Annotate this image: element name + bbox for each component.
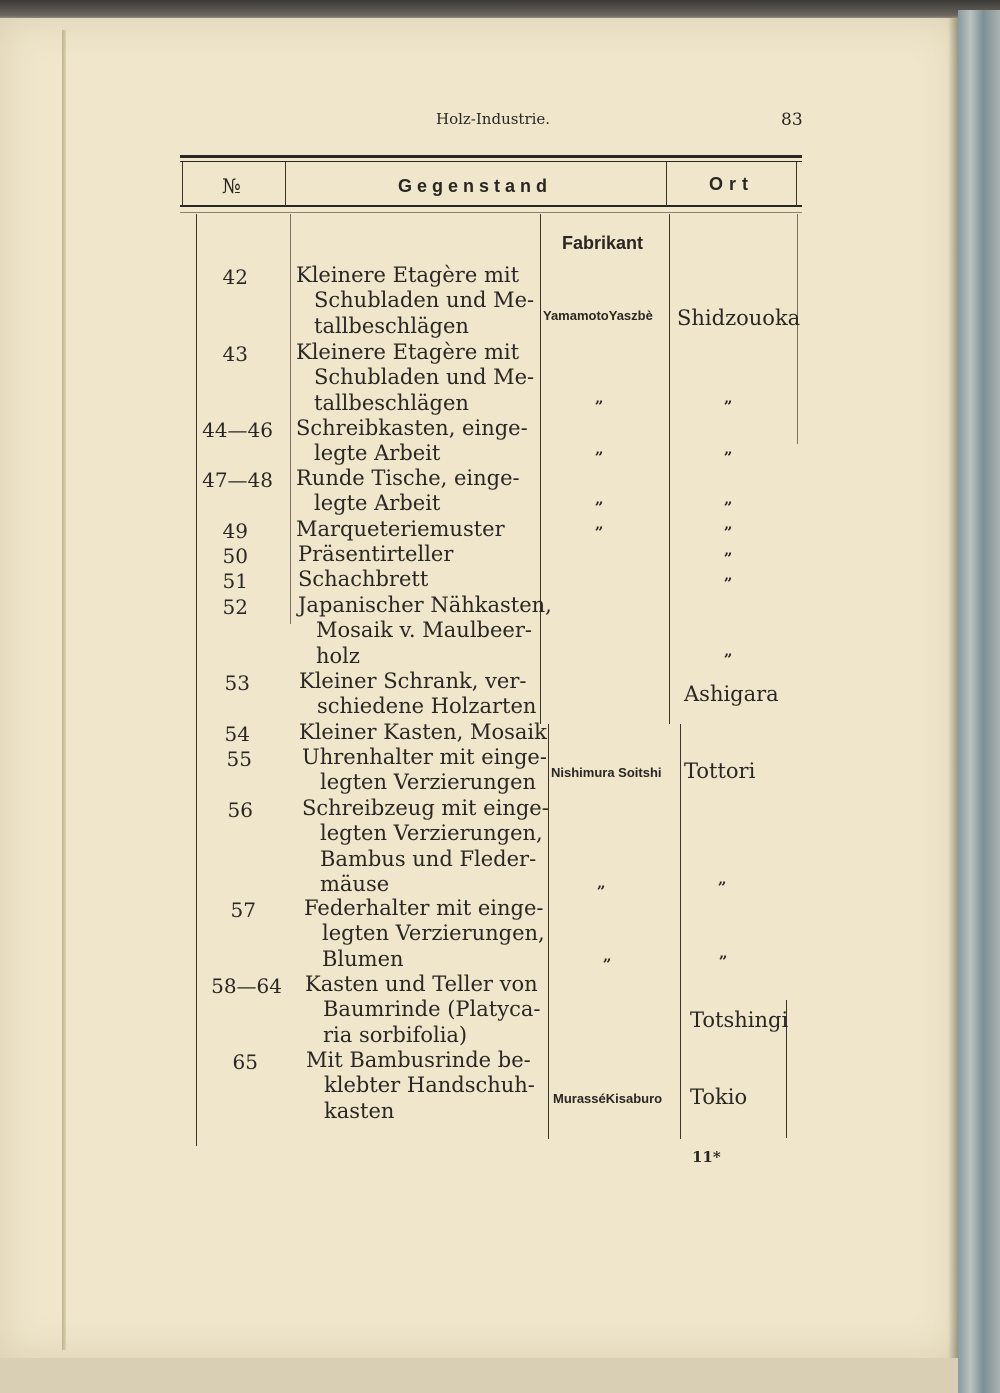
row-description-line: legte Arbeit xyxy=(314,441,441,466)
row-number: 58—64 xyxy=(211,974,282,998)
row-description-line: Schubladen und Me- xyxy=(314,288,535,313)
row-description-line: mäuse xyxy=(320,871,390,896)
row-maker: Nishimura Soitshi xyxy=(551,765,662,780)
row-description-line: schiedene Holzarten xyxy=(317,694,537,719)
header-ort: Ort xyxy=(709,174,754,194)
row-place: „ xyxy=(724,566,733,584)
row-place: „ xyxy=(724,642,733,660)
row-number: 44—46 xyxy=(202,418,273,442)
row-description-line: Kleinere Etagère mit xyxy=(296,340,520,364)
header-sep-no xyxy=(285,162,286,206)
row-description-line: Kleiner Kasten, Mosaik xyxy=(299,720,547,744)
row-description-line: Schubladen und Me- xyxy=(314,365,535,390)
row-description-line: Schachbrett xyxy=(298,567,429,591)
row-number: 42 xyxy=(222,265,248,289)
row-description-line: Kleiner Schrank, ver- xyxy=(299,669,527,693)
header-rule-bottom-thin xyxy=(180,212,802,213)
row-maker: „ xyxy=(595,440,604,458)
row-place: „ xyxy=(718,870,727,888)
row-maker: „ xyxy=(603,947,612,965)
row-maker: „ xyxy=(597,874,606,892)
row-description-line: Federhalter mit einge- xyxy=(304,896,544,920)
page-number: 83 xyxy=(781,110,803,130)
row-place: Shidzouoka xyxy=(677,306,801,330)
row-description-line: Bambus und Fleder- xyxy=(320,846,537,871)
header-border-right xyxy=(796,162,797,206)
row-place: „ xyxy=(719,944,728,962)
row-description-line: Japanischer Nähkasten, xyxy=(298,593,552,617)
row-number: 49 xyxy=(222,519,248,543)
row-description-line: legten Verzierungen, xyxy=(322,921,545,946)
header-number: № xyxy=(222,174,241,198)
header-rule-bottom xyxy=(180,205,802,207)
row-number: 51 xyxy=(222,569,248,593)
body-sep-no xyxy=(290,214,291,624)
body-sep-maker xyxy=(669,214,670,724)
header-rule-top-thin xyxy=(180,161,802,162)
row-description-line: Mosaik v. Maulbeer- xyxy=(316,618,532,643)
row-description-line: holz xyxy=(316,643,360,668)
header-border-left xyxy=(182,162,183,206)
row-place: Totshingi xyxy=(690,1008,789,1032)
row-place: „ xyxy=(724,389,733,407)
row-description-line: legten Verzierungen, xyxy=(320,821,543,846)
row-description-line: Schreibkasten, einge- xyxy=(296,416,528,440)
row-maker: „ xyxy=(595,490,604,508)
header-gegenstand: Gegenstand xyxy=(398,176,553,196)
row-description-line: tallbeschlägen xyxy=(314,390,469,415)
row-number: 52 xyxy=(222,595,248,619)
row-maker: „ xyxy=(595,515,604,533)
row-description-line: Runde Tische, einge- xyxy=(296,466,520,490)
row-description-line: legten Verzierungen xyxy=(320,770,537,795)
row-description-line: klebter Handschuh- xyxy=(324,1073,535,1098)
row-description-line: Marqueteriemuster xyxy=(296,517,505,541)
body-sep-maker-lower xyxy=(680,724,681,1139)
row-place: Tokio xyxy=(690,1085,748,1109)
running-head-title: Holz-Industrie. xyxy=(436,110,551,128)
row-description-line: Mit Bambusrinde be- xyxy=(306,1048,531,1072)
row-number: 47—48 xyxy=(202,468,273,492)
header-sep-item xyxy=(666,162,667,206)
row-description-line: Kasten und Teller von xyxy=(305,972,538,996)
row-description-line: Baumrinde (Platyca- xyxy=(323,997,541,1022)
row-description-line: legte Arbeit xyxy=(314,491,441,516)
page-gutter xyxy=(62,30,66,1350)
row-description-line: Präsentirteller xyxy=(298,542,454,566)
row-number: 50 xyxy=(222,544,248,568)
signature-mark: 11* xyxy=(692,1148,721,1166)
body-sep-item xyxy=(540,214,541,724)
row-description-line: Schreibzeug mit einge- xyxy=(302,796,549,820)
row-place: Ashigara xyxy=(684,682,779,706)
row-place: „ xyxy=(724,515,733,533)
row-place: Tottori xyxy=(684,759,756,783)
row-maker: „ xyxy=(595,389,604,407)
row-description-line: Kleinere Etagère mit xyxy=(296,263,520,287)
header-fabrikant: Fabrikant xyxy=(562,233,644,253)
header-rule-top xyxy=(180,155,802,158)
row-place: „ xyxy=(724,541,733,559)
body-sep-item-lower xyxy=(548,724,549,1139)
row-description-line: Uhrenhalter mit einge- xyxy=(302,745,547,769)
row-number: 43 xyxy=(222,342,248,366)
row-description-line: tallbeschlägen xyxy=(314,313,469,338)
row-place: „ xyxy=(724,490,733,508)
row-number: 56 xyxy=(227,798,253,822)
row-number: 57 xyxy=(230,898,256,922)
row-number: 54 xyxy=(224,722,250,746)
row-description-line: kasten xyxy=(324,1098,395,1123)
book-edge xyxy=(958,10,1000,1393)
row-number: 55 xyxy=(226,747,252,771)
row-description-line: Blumen xyxy=(322,946,404,971)
row-maker: YamamotoYaszbè xyxy=(543,308,653,323)
row-number: 53 xyxy=(224,671,250,695)
row-maker: MurasséKisaburo xyxy=(553,1091,663,1106)
row-place: „ xyxy=(724,440,733,458)
row-description-line: ria sorbifolia) xyxy=(323,1022,468,1047)
row-number: 65 xyxy=(232,1050,258,1074)
